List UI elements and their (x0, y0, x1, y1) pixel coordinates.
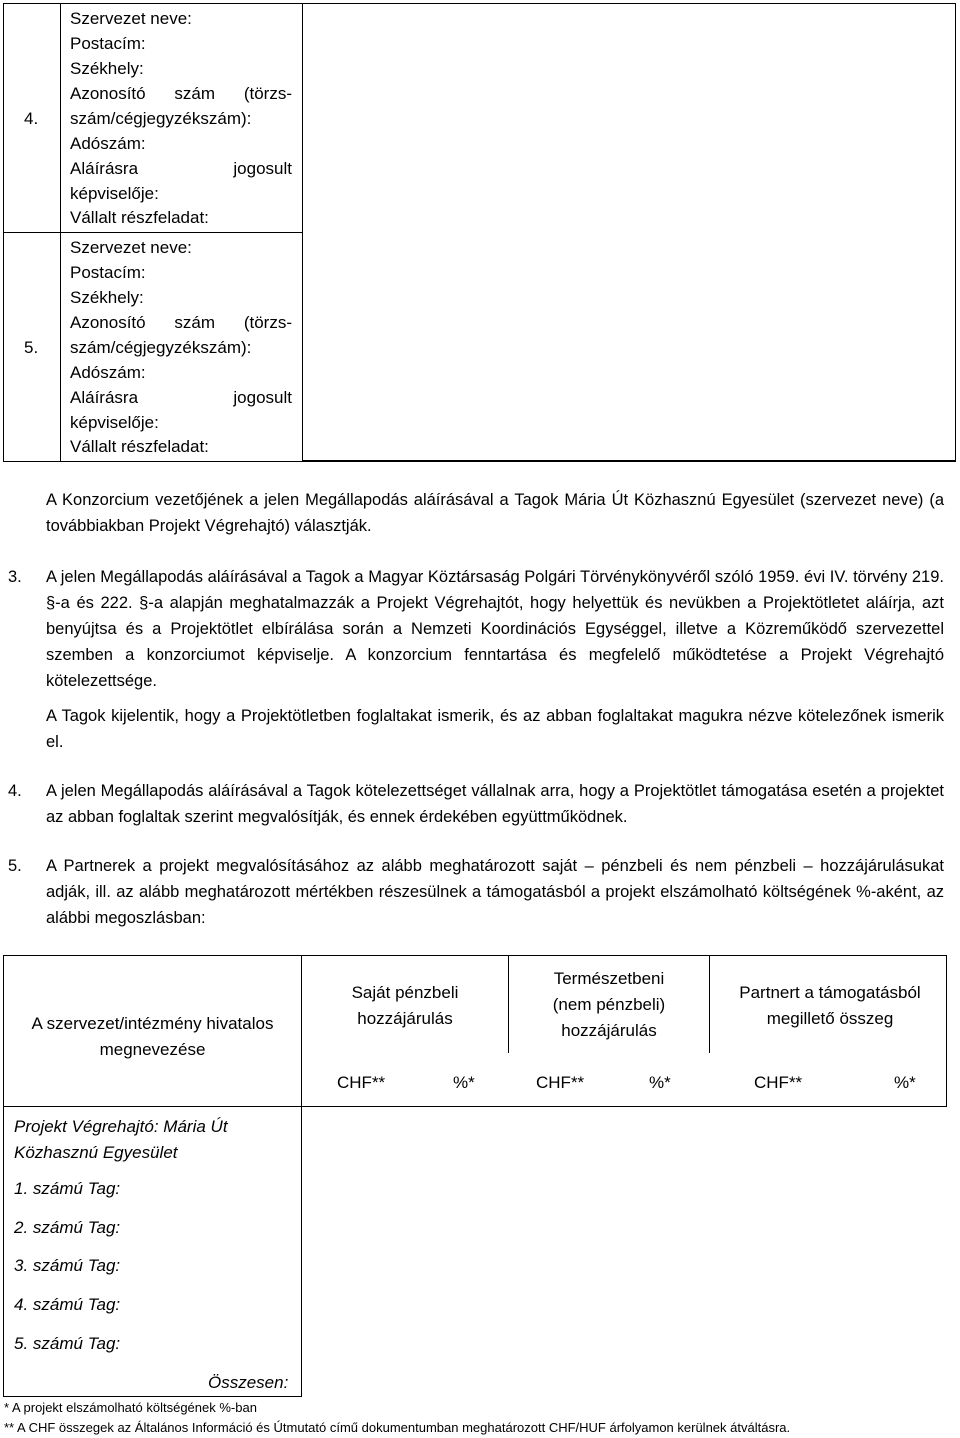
footnote: * A projekt elszámolható költségének %-ban (4, 1400, 257, 1415)
column-header-own-contribution: Saját pénzbeli hozzájárulás (351, 983, 459, 1028)
id-label-part: (törzs- (243, 84, 292, 103)
paragraph-5: A Partnerek a projekt megvalósításához az alább meghatározott saját – pénzbeli és nem pénzbeli – hozzájárulásukat adják, ill. az alább meghatározott mértékben részesülnek a támogatásból a projekt elszámolható költségének %-aként, az alábbi megoszlásban: (46, 857, 944, 927)
paragraph-number: 3. (8, 568, 22, 586)
signatory-label-line1 (70, 158, 292, 180)
total-label: Összesen: (208, 1373, 289, 1392)
intro-paragraph: A Konzorcium vezetőjének a jelen Megállapodás aláírásával a Tagok Mária Út Közhasznú Egyesület (szervezet neve) (a továbbiakban Projekt Végrehajtó) választják. (46, 491, 944, 535)
unit-label: CHF** (536, 1073, 585, 1092)
id-label-line2: szám/cégjegyzékszám): (70, 338, 252, 357)
org-name-label: Szervezet neve: (70, 238, 192, 257)
unit-label: %* (453, 1073, 475, 1092)
table-row-label: Projekt Végrehajtó: Mária Út Közhasznú Egyesület (14, 1117, 228, 1162)
tax-label: Adószám: (70, 363, 146, 382)
id-label-line2: szám/cégjegyzékszám): (70, 109, 252, 128)
table-row-label: 4. számú Tag: (14, 1295, 121, 1314)
id-label-part: Azonosító (70, 313, 146, 332)
id-label-line1 (70, 83, 292, 105)
signatory-label-line2: képviselője: (70, 184, 159, 203)
signatory-label-line1 (70, 387, 292, 409)
id-label-part: (törzs- (243, 313, 292, 332)
task-label: Vállalt részfeladat: (70, 208, 209, 227)
footnote: ** A CHF összegek az Általános Információ és Útmutató című dokumentumban meghatározott CHF/HUF árfolyamon kerülnek átváltásra. (4, 1420, 791, 1435)
postal-label: Postacím: (70, 34, 146, 53)
paragraph-number: 4. (8, 782, 22, 800)
paragraph-4: A jelen Megállapodás aláírásával a Tagok kötelezettséget vállalnak arra, hogy a Projektötlet támogatása esetén a projektet az abban foglaltak szerint megvalósítják, és ennek érdekében együttműködnek. (46, 782, 944, 826)
table-row-label: 2. számú Tag: (14, 1218, 121, 1237)
signatory-label-line2: képviselője: (70, 413, 159, 432)
row-number: 4. (24, 109, 39, 128)
paragraph-3: A jelen Megállapodás aláírásával a Tagok a Magyar Köztársaság Polgári Törvénykönyvéről szóló 1959. évi IV. törvény 219. §-a és 222. §-a alapján meghatalmazzák a Projekt Végrehajtót, hogy helyettük és nevükben a Projektötletet aláírja, azt benyújtsa és a Projektötlet elbírálása során a Nemzeti Koordinációs Egységgel, illetve a Közreműködő szervezettel szemben a konzorciumot képviselje. A konzorcium fenntartása és megfelelő működtetése a Projekt Végrehajtó kötelezettsége. (46, 568, 944, 690)
column-header-inkind-line: (nem pénzbeli) (552, 995, 666, 1014)
column-header-inkind-line: Természetbeni (553, 969, 665, 988)
unit-label: %* (894, 1073, 916, 1092)
signatory-label-part: jogosult (233, 159, 292, 178)
id-label-line1 (70, 312, 292, 334)
table-row-label: 5. számú Tag: (14, 1334, 121, 1353)
task-label: Vállalt részfeladat: (70, 437, 209, 456)
row-number: 5. (24, 338, 39, 357)
column-header-inkind (509, 966, 709, 1044)
paragraph-number: 5. (8, 857, 22, 875)
id-label-part: szám (174, 313, 216, 332)
paragraph-3b: A Tagok kijelentik, hogy a Projektötletben foglaltakat ismerik, és az abban foglaltakat magukra nézve kötelezőnek ismerik el. (46, 707, 944, 751)
postal-label: Postacím: (70, 263, 146, 282)
column-header-organization: A szervezet/intézmény hivatalos megnevezése (31, 1014, 274, 1059)
seat-label: Székhely: (70, 288, 144, 307)
signatory-label-part: Aláírásra (70, 159, 139, 178)
id-label-part: Azonosító (70, 84, 146, 103)
seat-label: Székhely: (70, 59, 144, 78)
column-header-grant-share: Partnert a támogatásból megillető összeg (739, 983, 921, 1028)
org-name-label: Szervezet neve: (70, 9, 192, 28)
signatory-label-part: Aláírásra (70, 388, 139, 407)
column-header-inkind-line: hozzájárulás (561, 1021, 657, 1040)
tax-label: Adószám: (70, 134, 146, 153)
signatory-label-part: jogosult (233, 388, 292, 407)
unit-label: CHF** (754, 1073, 803, 1092)
id-label-part: szám (174, 84, 216, 103)
unit-label: %* (649, 1073, 671, 1092)
table-row-label: 3. számú Tag: (14, 1256, 121, 1275)
table-row-label: 1. számú Tag: (14, 1179, 121, 1198)
unit-label: CHF** (337, 1073, 386, 1092)
